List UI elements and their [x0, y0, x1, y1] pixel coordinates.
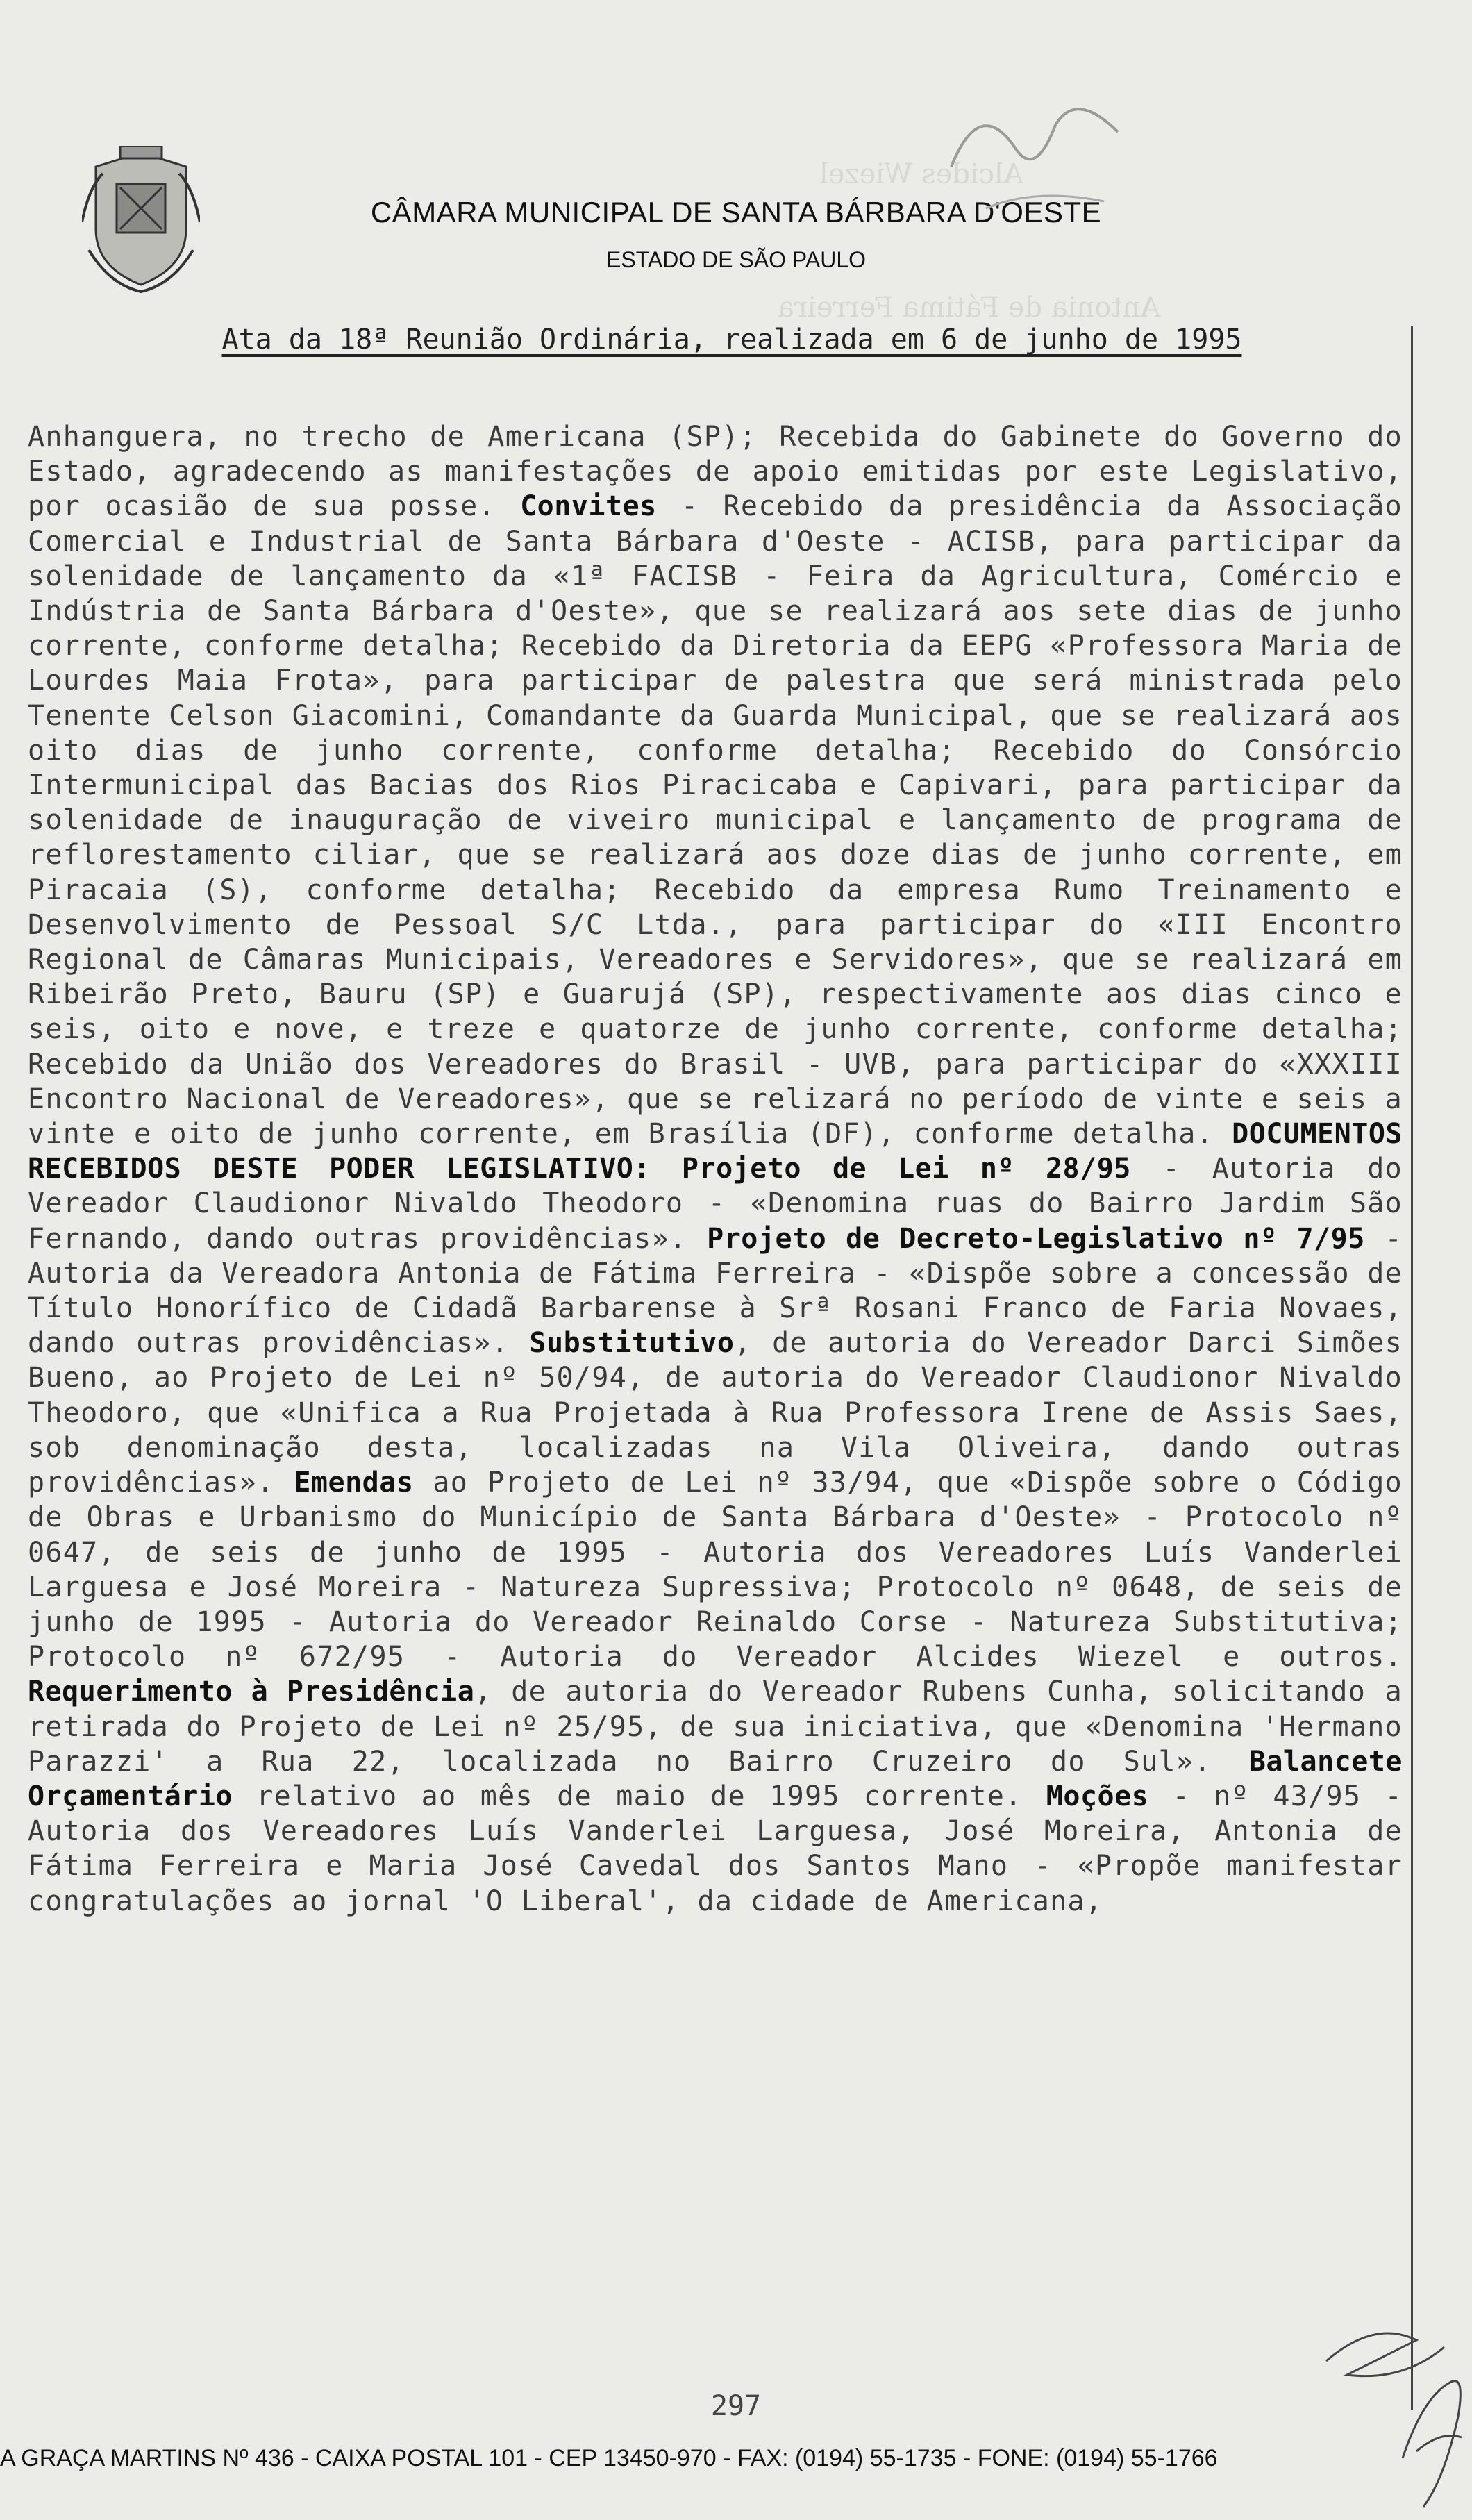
bold-heading-run: Substitutivo: [529, 1327, 735, 1360]
bleed-through-text: Alcides Wiezel: [819, 158, 1023, 190]
margin-rule: [1411, 326, 1413, 2410]
text-run: - nº 43/95 - Autoria dos Vereadores Luís Vanderlei Larguesa, José Moreira, Antonia de Fátima Ferreira e Maria José Cavedal dos Santos Mano - «Propõe manifestar congratulações ao jornal 'O Liberal', da cidade de Americana,: [28, 1780, 1403, 1917]
bold-heading-run: Requerimento à Presidência: [28, 1676, 475, 1708]
bold-heading-run: Balancete Orçamentário: [28, 1745, 1403, 1812]
state-name: ESTADO DE SÃO PAULO: [605, 247, 866, 272]
bold-heading-run: Convites: [520, 490, 657, 523]
minutes-body: [28, 419, 1403, 1919]
bold-heading-run: Emendas: [294, 1467, 414, 1499]
bold-heading-run: Moções: [1046, 1780, 1149, 1812]
text-run: relativo ao mês de maio de 1995 corrente.: [232, 1780, 1046, 1812]
bold-heading-run: DOCUMENTOS RECEBIDOS DESTE PODER LEGISLATIVO: Projeto de Lei nº 28/95: [28, 1118, 1403, 1185]
address-footer: A GRAÇA MARTINS Nº 436 - CAIXA POSTAL 101 - CEP 13450-970 - FAX: (0194) 55-1735 - FONE: (0194) 55-1766: [0, 2445, 1218, 2471]
text-run: ao Projeto de Lei nº 33/94, que «Dispõe sobre o Código de Obras e Urbanismo do Município de Santa Bárbara d'Oeste» - Protocolo nº 0647, de seis de junho de 1995 - Autoria dos Vereadores Luís Vanderlei Larguesa e José Moreira - Natureza Supressiva; Protocolo nº 0648, de seis de junho de 1995 - Autoria do Vereador Reinaldo Corse - Natureza Substitutiva; Protocolo nº 672/95 - Autoria do Vereador Alcides Wiezel e outros.: [28, 1467, 1403, 1674]
text-run: Anhanguera, no trecho de Americana (SP); Recebida do Gabinete do Governo do Estado, agradecendo as manifestações de apoio emitidas por este Legislativo, por ocasião de sua posse.: [28, 421, 1403, 523]
bleed-through-text-2: Antonia de Fátima Ferreira: [778, 292, 1161, 324]
bold-heading-run: Projeto de Decreto-Legislativo nº 7/95: [707, 1222, 1365, 1255]
document-title: Ata da 18ª Reunião Ordinária, realizada em 6 de junho de 1995: [221, 324, 1242, 356]
text-run: , de autoria do Vereador Rubens Cunha, solicitando a retirada do Projeto de Lei nº 25/95, de sua iniciativa, que «Denomina 'Hermano Parazzi' a Rua 22, localizada no Bairro Cruzeiro do Sul».: [28, 1676, 1403, 1778]
signature-mark-bottom-icon: [1319, 2278, 1472, 2514]
text-run: - Autoria do Vereador Claudionor Nivaldo Theodoro - «Denomina ruas do Bairro Jardim São Fernando, dando outras providências».: [28, 1153, 1403, 1255]
text-run: - Autoria da Vereadora Antonia de Fátima Ferreira - «Dispõe sobre a concessão de Título Honorífico de Cidadã Barbarense à Srª Rosani Franco de Faria Novaes, dando outras providências».: [28, 1222, 1403, 1360]
page-number: 297: [710, 2390, 762, 2422]
text-run: - Recebido da presidência da Associação Comercial e Industrial de Santa Bárbara d'Oeste - ACISB, para participar da solenidade de lançamento da «1ª FACISB - Feira da Agricultura, Comércio e Indústria de Santa Bárbara d'Oeste», que se realizará aos sete dias de junho corrente, conforme detalha; Recebido da Diretoria da EEPG «Professora Maria de Lourdes Maia Frota», para participar de palestra que será ministrada pelo Tenente Celson Giacomini, Comandante da Guarda Municipal, que se realizará aos oito dias de junho corrente, conforme detalha; Recebido do Consórcio Intermunicipal das Bacias dos Rios Piracicaba e Capivari, para participar da solenidade de inauguração de viveiro municipal e lançamento de programa de reflorestamento ciliar, que se realizará aos doze dias de junho corrente, em Piracaia (S), conforme detalha; Recebido da empresa Rumo Treinamento e Desenvolvimento de Pessoal S/C Ltda., para participar do «III Encontro Regional de Câmaras Municipais, Vereadores e Servidores», que se realizará em Ribeirão Preto, Bauru (SP) e Guarujá (SP), respectivamente aos dias cinco e seis, oito e nove, e treze e quatorze de junho corrente, conforme detalha; Recebido da União dos Vereadores do Brasil - UVB, para participar do «XXXIII Encontro Nacional de Vereadores», que se relizará no período de vinte e seis a vinte e oito de junho corrente, em Brasília (DF), conforme detalha.: [28, 490, 1403, 1151]
chamber-name: CÂMARA MUNICIPAL DE SANTA BÁRBARA D'OESTE: [370, 196, 1102, 228]
text-run: , de autoria do Vereador Darci Simões Bueno, ao Projeto de Lei nº 50/94, de autoria do Vereador Claudionor Nivaldo Theodoro, que «Unifica a Rua Projetada à Rua Professora Irene de Assis Saes, sob denominação desta, localizadas na Vila Oliveira, dando outras providências».: [28, 1327, 1403, 1499]
signature-mark-top-icon: [937, 83, 1146, 222]
